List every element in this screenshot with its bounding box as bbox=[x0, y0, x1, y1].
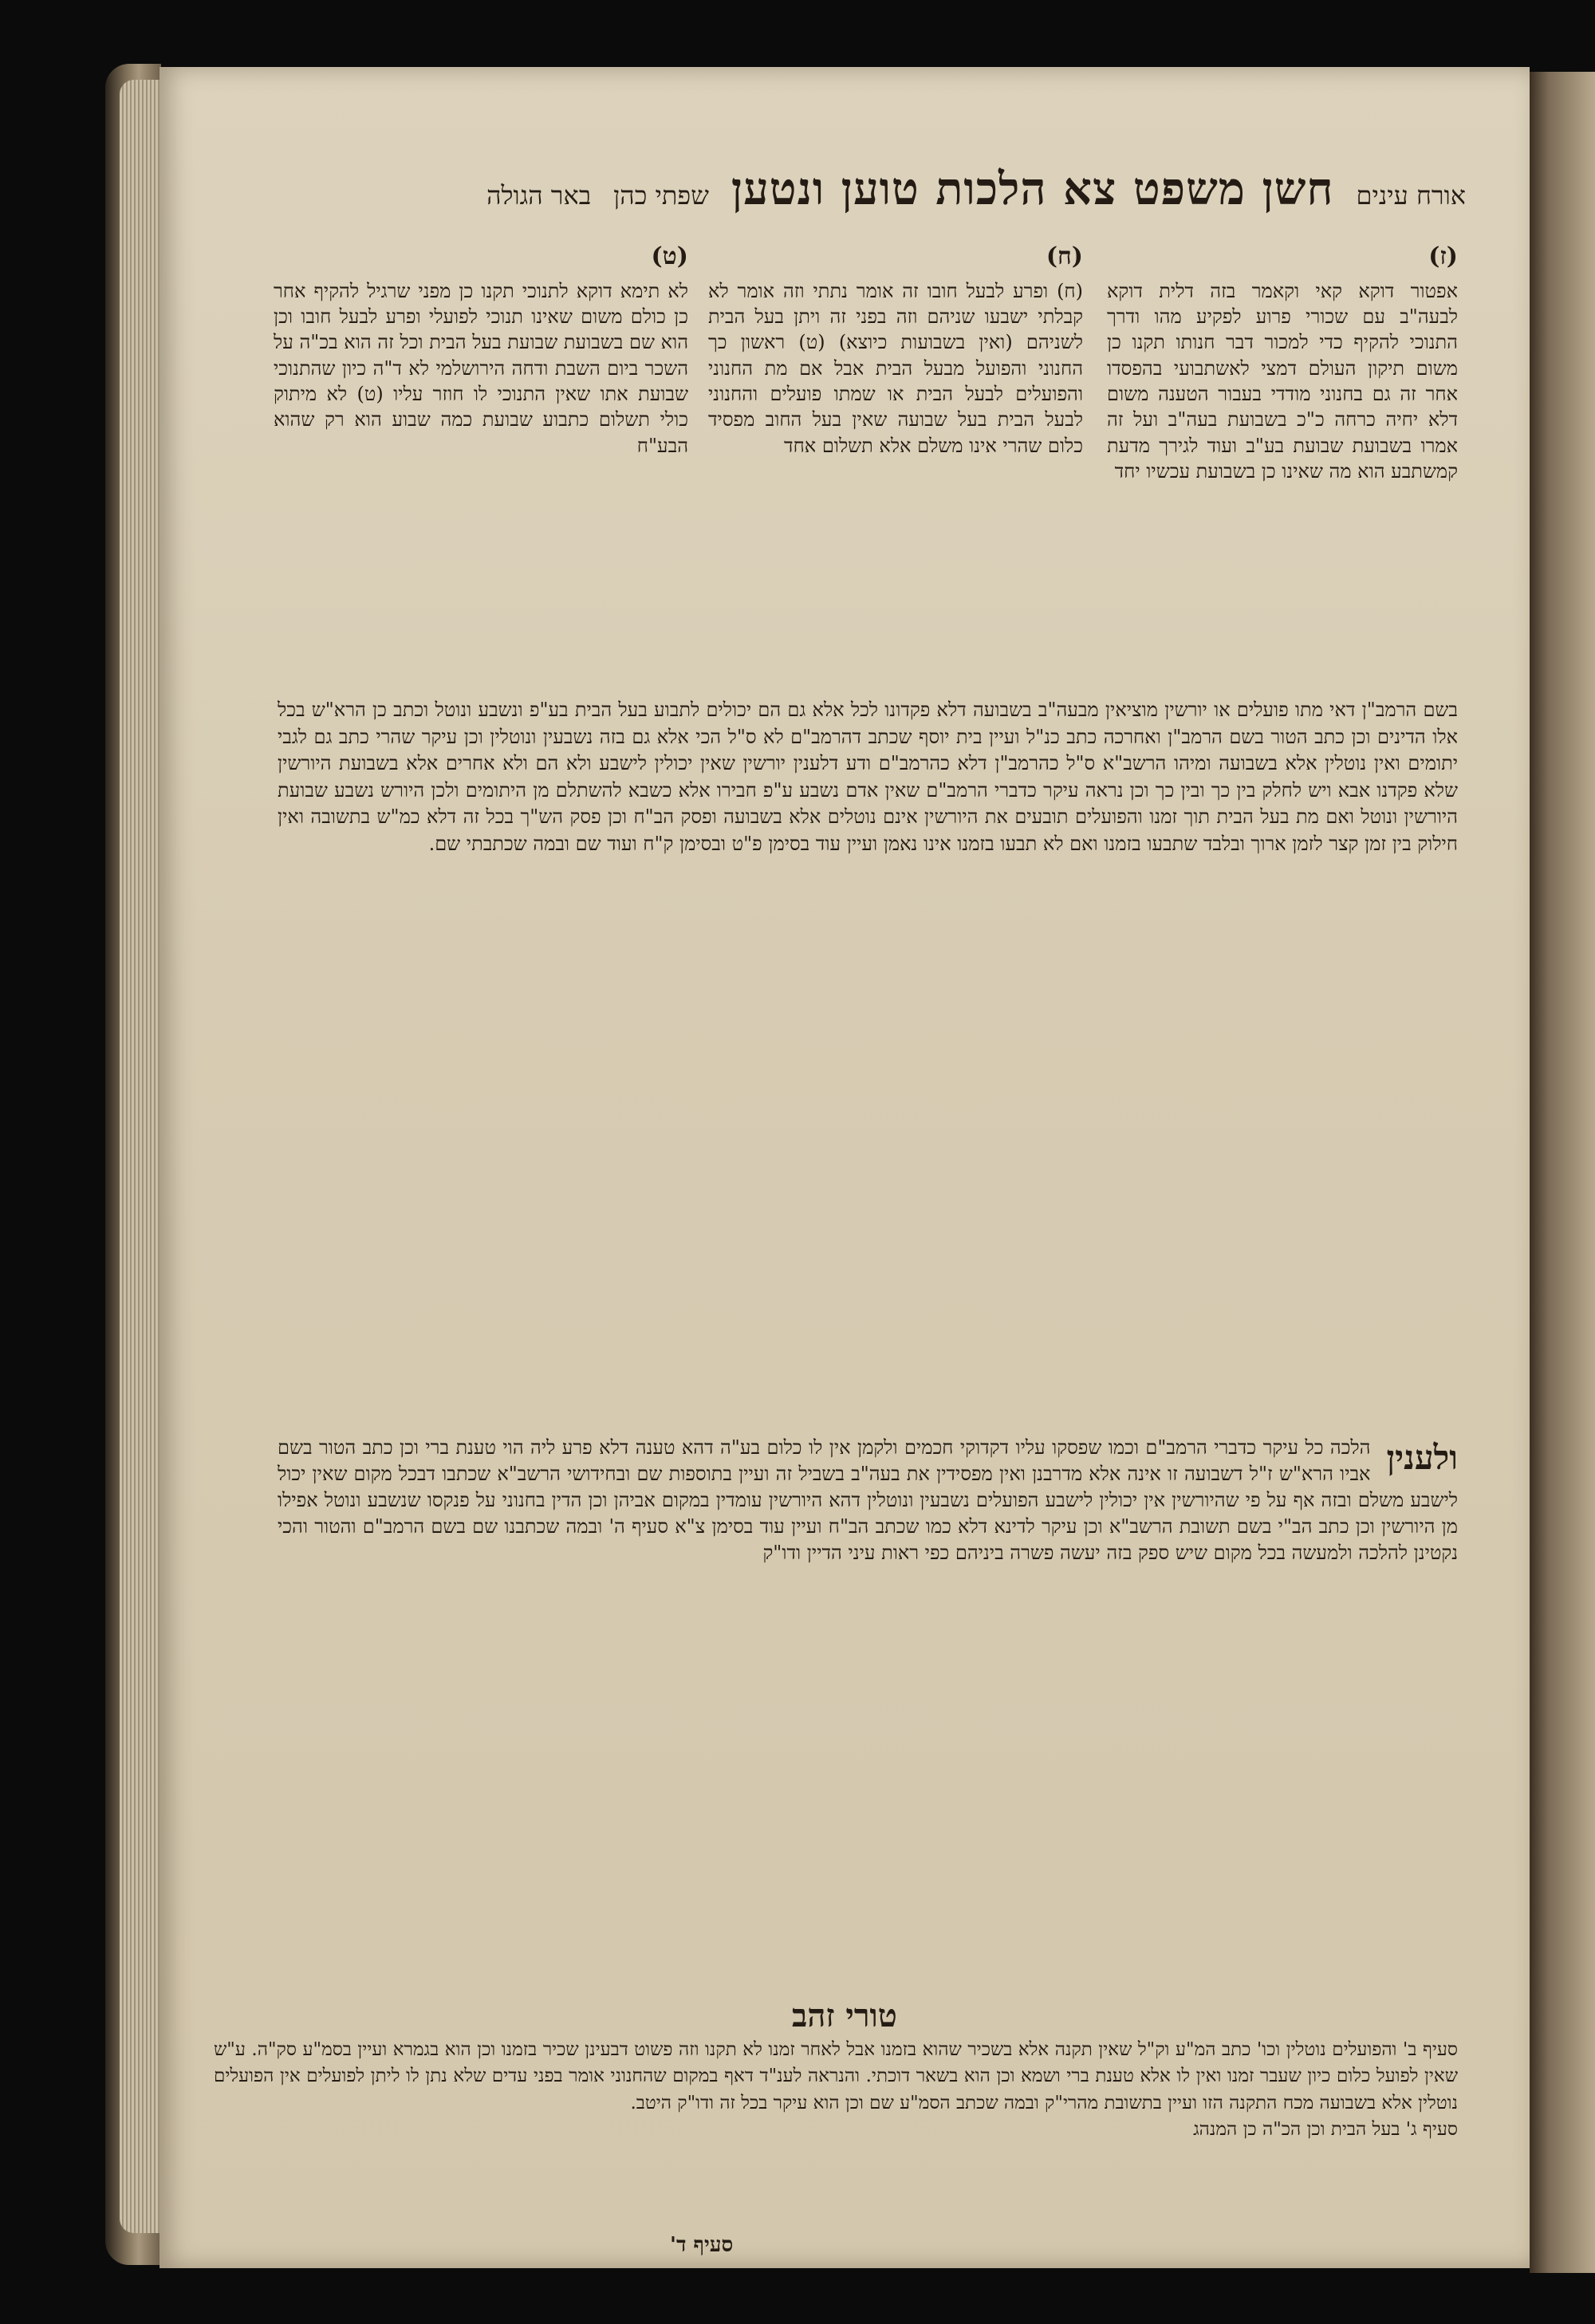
header-aux-label: שפתי כהן bbox=[613, 180, 709, 211]
section-heading: ולענין bbox=[1386, 1438, 1458, 1477]
lower-commentary bbox=[278, 1435, 1458, 1977]
column-heading: (ח) bbox=[1046, 242, 1083, 270]
header-right-label: אורח עינים bbox=[1356, 180, 1466, 211]
facing-page-edge bbox=[1530, 72, 1595, 2273]
tur-zahav-title: טורי זהב bbox=[792, 1997, 897, 2034]
page-header bbox=[215, 163, 1466, 226]
page-title: חשן משפט צא הלכות טוען ונטען bbox=[731, 163, 1334, 215]
book-page bbox=[160, 67, 1530, 2268]
column-heading: (ט) bbox=[651, 242, 688, 270]
tur-zahav-commentary bbox=[214, 2037, 1458, 2188]
catchword: סעיף ד' bbox=[670, 2233, 734, 2257]
column-heading: (ז) bbox=[1428, 242, 1458, 270]
main-text-column bbox=[708, 236, 1083, 683]
column-text: לא תימא דוקא לתנוכי תקנו כן מפני שרגיל להקיף אחר כן כולם משום שאינו תנוכי לפועלי ופרע לבעל חובו וכן הוא שם בשבועת שבועת בעל הבית וכל זה הוא בכ"ה על השכר ביום השבת ודחה הירושלמי לא ד"ה כיון שהתנוכי שבועת אתו שאין התנוכי לו חוזר עליו (ט) לא מיתוק כולי תשלום כתבוע שבועת כמה שבוע הוא רק שהוא הבע"ח bbox=[274, 279, 688, 457]
section-text: הלכה כל עיקר כדברי הרמב"ם וכמו שפסקו עליו דקדוקי חכמים ולקמן אין לו כלום בע"ה דהא טענה דלא פרע ליה הוי טענת ברי וכן כתב הטור בשם אביו הרא"ש ז"ל דשבועה זו אינה אלא מדרבנן ואין מפסידין את בעה"ב בשביל זה ועיין בתוספות שם ובחידושי הרשב"א שכתבו דבכל מקום שאין יכול לישבע משלם ובזה אף על פי שהיורשין אין יכולין לישבע הפועלים נשבעין ונוטלין דהא היורשין עומדין במקום אביהן וכן הדין בחנוני על פנקסו שנשבע ונוטל אפילו מן היורשין וכן כתב הב"י בשם תשובת הרשב"א וכן עיקר לדינא דלא כמו שכתב הב"ח ועיין עוד בסימן צ"א סעיף ה' ובמה שכתבנו שם בשם הרמב"ם והטור והכי נקטינן להלכה ולמעשה בכל מקום שיש ספק בזה יעשה פשרה ביניהם כפי ראות עיני הדיין ודו"ק bbox=[278, 1436, 1458, 1565]
column-text: (ח) ופרע לבעל חובו זה אומר נתתי וזה אומר לא קבלתי ישבעו שניהם וזה בפני זה ויתן בעל הבית לשניהם (ואין בשבועות כיוצא) (ט) ראשון כך החנוני והפועל מבעל הבית אבל אם מת החנוני והפועלים לבעל הבית או שמתו פועלים והחנוני לבעל הבית בעל שבועה שאין בעל החוב מפסיד כלום שהרי אינו משלם אלא תשלום אחד bbox=[708, 279, 1083, 457]
commentary-column-right bbox=[1107, 236, 1458, 683]
tur-zahav-last-line: סעיף ג' בעל הבית וכן הכ"ה כן המנהג bbox=[1193, 2119, 1458, 2141]
commentary-column-left bbox=[274, 236, 688, 683]
tur-zahav-text: סעיף ב' והפועלים נוטלין וכו' כתב המ"ע וק"ל שאין תקנה אלא בשכיר שהוא בזמנו אבל לאחר זמנו לא תקנו וזה פשוט דבעינן שכיר בזמנו וכן הוא בגמרא ועיין בסמ"ע סק"ה. ע"ש שאין לפועל כלום כיון שעבר זמנו ואין לו אלא טענת ברי ושמא וכן הוא בשאר דוכתי. והנראה לענ"ד דאף במקום שהחנוני אומר בפני עדים שלא נתן לו ליתן לפועלים אין הפועלים נוטלין אלא בשבועה מכח התקנה הזו ועיין בתשובת מהרי"ק ובמה שכתב הסמ"ע שם וכן הוא עיקר בכל זה ודו"ק היטב. bbox=[214, 2039, 1458, 2113]
commentary-block: בשם הרמב"ן דאי מתו פועלים או יורשין מוציאין מבעה"ב בשבועה דלא פקדונו לכל אלא גם הם יכולים לתבוע בעל הבית בע"פ ונשבע ונוטל וכתב כן הרא"ש בכל אלו הדינים וכן כתב הטור בשם הרמב"ן ואחרכה כתב כנ"ל ועיין בית יוסף שכתב דהרמב"ם לא ס"ל הכי אלא גם בזה נשבעין ונוטלין וכן עיקר שהרי כתב גם לגבי יתומים ואין נוטלין אלא בשבועה ומיהו הרשב"א ס"ל כהרמב"ן דלא כהרמב"ם ודע דלענין יורשין שאין יכולין לישבע ולא הם ולא אחרים אלא בשבועת היורשין שלא פקדנו אבא ויש לחלק בין כך ובין כך וכן נראה עיקר כדברי הרמב"ם שאין אדם נשבע ע"פ חבירו אלא כשבא להשתלם מן היתומים ולכן היורש נשבע שבועת היורשין ונוטל ואם מת בעל הבית תוך זמנו והפועלים תובעים את היורשין אינם נוטלים אלא בשבועה ופסק הב"ח וכן פסק הש"ך בכל זה דלא כמ"ש בתשובה ואין חילוק בין זמן קצר לזמן ארוך ובלבד שתבעו בזמנו ואם לא תבעו בזמנו אינו נאמן ועיין עוד בסימן פ"ט ובסימן ק"ח ועוד שם ובמה שכתבתי שם. bbox=[278, 699, 1458, 855]
header-left-label: באר הגולה bbox=[486, 180, 592, 211]
column-text: אפטור דוקא קאי וקאמר בזה דלית דוקא לבעה"ב עם שכורי פרוע לפקיע מהו ודרך התנוכי להקיף כדי למכור דבר חנותו תקנו כן משום תיקון העולם דמצי לאשתבועי בהפסדו אחר זה גם בחנוני מודדי בעבור הטענה משום דלא יחיה כרחה כ"כ בשבועת בעה"ב ועל זה אמרו בשבועת שבועת בע"ב ועוד לגירך מדעת קמשתבע הוא מה שאינו כן בשבועת עכשיו יחד bbox=[1107, 279, 1458, 483]
